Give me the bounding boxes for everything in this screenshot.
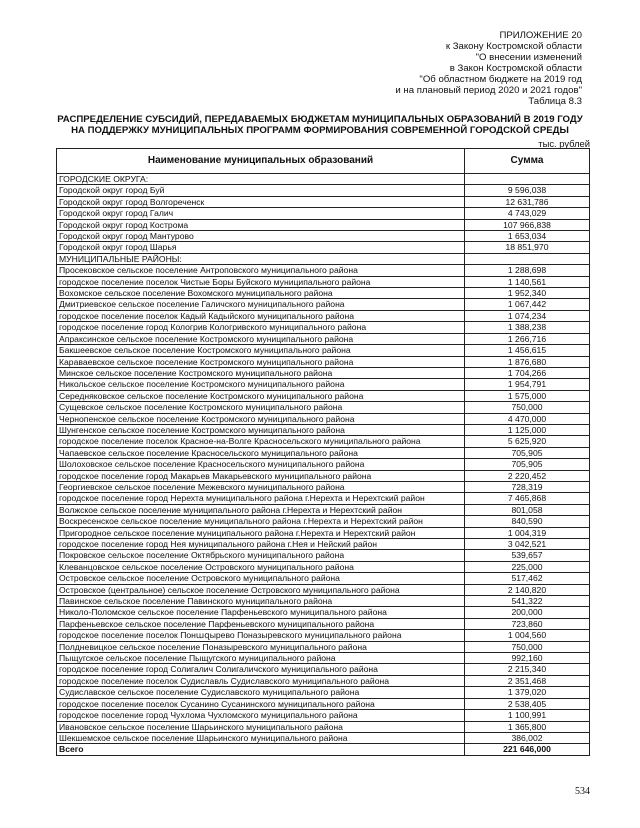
municipality-name: Апраксинское сельское поселение Костромского муниципального района <box>57 333 465 344</box>
municipality-name: Островское сельское поселение Островского муниципального района <box>57 573 465 584</box>
municipality-name: городское поселение город Кологрив Кологривского муниципального района <box>57 322 465 333</box>
municipality-name: Никольское сельское поселение Костромского муниципального района <box>57 379 465 390</box>
municipality-name: Полдневицкое сельское поселение Поназыревского муниципального района <box>57 641 465 652</box>
subsidy-amount: 1 952,340 <box>465 288 590 299</box>
column-header-sum: Сумма <box>465 149 590 174</box>
municipality-name: Пригородное сельское поселение муниципального района г.Нерехта и Нерехтский район <box>57 527 465 538</box>
municipality-name: ГОРОДСКИЕ ОКРУГА: <box>57 174 465 185</box>
municipality-name: Воскресенское сельское поселение муниципального района г.Нерехта и Нерехтский район <box>57 516 465 527</box>
table-row <box>57 470 590 481</box>
table-row <box>57 607 590 618</box>
municipality-name: Бакшеевское сельское поселение Костромского муниципального района <box>57 345 465 356</box>
subsidy-amount: 1 388,238 <box>465 322 590 333</box>
subsidy-amount: 225,000 <box>465 561 590 572</box>
subsidy-amount: 750,000 <box>465 402 590 413</box>
municipality-name: Дмитриевское сельское поселение Галичского муниципального района <box>57 299 465 310</box>
subsidy-amount: 200,000 <box>465 607 590 618</box>
municipality-name: Волжское сельское поселение муниципального района г.Нерехта и Нерехтский район <box>57 504 465 515</box>
municipality-name: Павинское сельское поселение Павинского муниципального района <box>57 596 465 607</box>
table-row <box>57 584 590 595</box>
subsidy-amount: 2 140,820 <box>465 584 590 595</box>
table-row <box>57 653 590 664</box>
table-row <box>57 242 590 253</box>
table-row <box>57 253 590 264</box>
table-row <box>57 413 590 424</box>
table-row <box>57 539 590 550</box>
subsidy-amount: 18 851,970 <box>465 242 590 253</box>
table-row <box>57 185 590 196</box>
subsidy-amount <box>465 253 590 264</box>
header-line: Таблица 8.3 <box>528 96 582 107</box>
municipality-name: Караваевское сельское поселение Костромского муниципального района <box>57 356 465 367</box>
table-row <box>57 345 590 356</box>
subsidy-amount: 801,058 <box>465 504 590 515</box>
subsidy-amount: 541,322 <box>465 596 590 607</box>
subsidy-amount: 840,590 <box>465 516 590 527</box>
municipality-name: городское поселение поселок Кадый Кадыйского муниципального района <box>57 310 465 321</box>
subsidy-amount: 4 470,000 <box>465 413 590 424</box>
municipality-name: Середняковское сельское поселение Костромского муниципального района <box>57 390 465 401</box>
municipality-name: Судиславское сельское поселение Судиславского муниципального района <box>57 687 465 698</box>
table-row <box>57 596 590 607</box>
municipality-name: Шунгенское сельское поселение Костромского муниципального района <box>57 424 465 435</box>
subsidy-amount: 1 575,000 <box>465 390 590 401</box>
subsidy-amount: 1 067,442 <box>465 299 590 310</box>
subsidy-amount: 992,160 <box>465 653 590 664</box>
subsidy-amount: 7 465,868 <box>465 493 590 504</box>
table-row <box>57 174 590 185</box>
municipality-name: Минское сельское поселение Костромского муниципального района <box>57 367 465 378</box>
municipality-name: Николо-Поломское сельское поселение Парфеньевского муниципального района <box>57 607 465 618</box>
municipality-name: Городской округ город Буй <box>57 185 465 196</box>
subsidy-amount: 2 351,468 <box>465 675 590 686</box>
table-row <box>57 504 590 515</box>
table-row <box>57 322 590 333</box>
table-row <box>57 641 590 652</box>
municipality-name: МУНИЦИПАЛЬНЫЕ РАЙОНЫ: <box>57 253 465 264</box>
page-number: 534 <box>575 786 590 797</box>
municipality-name: Сущевское сельское поселение Костромского муниципального района <box>57 402 465 413</box>
subsidy-amount: 705,905 <box>465 459 590 470</box>
subsidy-amount: 107 966,838 <box>465 219 590 230</box>
subsidy-amount: 1 288,698 <box>465 265 590 276</box>
subsidy-amount: 4 743,029 <box>465 208 590 219</box>
table-row <box>57 516 590 527</box>
total-label: Всего <box>57 744 465 755</box>
municipality-name: Чапаевское сельское поселение Красносельского муниципального района <box>57 447 465 458</box>
subsidy-amount: 517,462 <box>465 573 590 584</box>
total-row <box>57 744 590 755</box>
document-title <box>40 114 600 136</box>
subsidy-amount: 1 100,991 <box>465 710 590 721</box>
subsidy-amount: 1 365,800 <box>465 721 590 732</box>
municipality-name: Островское (центральное) сельское поселение Островского муниципального района <box>57 584 465 595</box>
municipality-name: городское поселение поселок Чистые Боры Буйского муниципального района <box>57 276 465 287</box>
municipality-name: городское поселение город Солигалич Солигаличского муниципального района <box>57 664 465 675</box>
municipality-name: Ивановское сельское поселение Шарьинского муниципального района <box>57 721 465 732</box>
municipality-name: Городской округ город Кострома <box>57 219 465 230</box>
municipality-name: Городской округ город Волгореченск <box>57 196 465 207</box>
table-row <box>57 527 590 538</box>
subsidy-amount: 3 042,521 <box>465 539 590 550</box>
subsidy-amount: 1 004,319 <box>465 527 590 538</box>
municipality-name: Парфеньевское сельское поселение Парфеньевского муниципального района <box>57 618 465 629</box>
table-row <box>57 550 590 561</box>
subsidy-amount <box>465 174 590 185</box>
municipality-name: Вохомское сельское поселение Вохомского муниципального района <box>57 288 465 299</box>
municipality-name: городское поселение город Чухлома Чухломского муниципального района <box>57 710 465 721</box>
municipality-name: Пыщугское сельское поселение Пыщугского муниципального района <box>57 653 465 664</box>
table-row <box>57 379 590 390</box>
appendix-header <box>395 30 582 107</box>
subsidy-amount: 1 653,034 <box>465 231 590 242</box>
subsidy-amount: 1 125,000 <box>465 424 590 435</box>
table-row <box>57 196 590 207</box>
table-row <box>57 356 590 367</box>
table-row <box>57 687 590 698</box>
table-row <box>57 208 590 219</box>
subsidy-amount: 1 266,716 <box>465 333 590 344</box>
table-row <box>57 390 590 401</box>
subsidy-table <box>56 148 590 756</box>
municipality-name: городское поселение поселок Красное-на-Волге Красносельского муниципального района <box>57 436 465 447</box>
subsidy-amount: 539,657 <box>465 550 590 561</box>
municipality-name: Клеванцовское сельское поселение Островского муниципального района <box>57 561 465 572</box>
subsidy-amount: 1 954,791 <box>465 379 590 390</box>
header-line: "О внесении изменений <box>475 52 582 63</box>
table-row <box>57 333 590 344</box>
subsidy-amount: 1 704,266 <box>465 367 590 378</box>
header-line: и на плановый период 2020 и 2021 годов" <box>395 85 582 96</box>
table-row <box>57 459 590 470</box>
subsidy-amount: 723,860 <box>465 618 590 629</box>
table-row <box>57 436 590 447</box>
subsidy-amount: 5 625,920 <box>465 436 590 447</box>
table-header-row <box>57 149 590 174</box>
municipality-name: Городской округ город Галич <box>57 208 465 219</box>
table-row <box>57 219 590 230</box>
subsidy-amount: 750,000 <box>465 641 590 652</box>
table-row <box>57 265 590 276</box>
table-row <box>57 664 590 675</box>
subsidy-amount: 1 456,615 <box>465 345 590 356</box>
subsidy-amount: 1 074,234 <box>465 310 590 321</box>
subsidy-amount: 1 004,560 <box>465 630 590 641</box>
title-line-1: РАСПРЕДЕЛЕНИЕ СУБСИДИЙ, ПЕРЕДАВАЕМЫХ БЮДЖЕТАМ МУНИЦИПАЛЬНЫХ ОБРАЗОВАНИЙ В 2019 ГОДУ <box>57 114 583 125</box>
title-line-2: НА ПОДДЕРЖКУ МУНИЦИПАЛЬНЫХ ПРОГРАММ ФОРМИРОВАНИЯ СОВРЕМЕННОЙ ГОРОДСКОЙ СРЕДЫ <box>71 125 569 136</box>
table-row <box>57 367 590 378</box>
municipality-name: Городской округ город Мантурово <box>57 231 465 242</box>
municipality-name: Шолоховское сельское поселение Красносельского муниципального района <box>57 459 465 470</box>
municipality-name: городское поселение город Макарьев Макарьевского муниципального района <box>57 470 465 481</box>
header-line: "Об областном бюджете на 2019 год <box>419 74 582 85</box>
header-line: в Закон Костромской области <box>449 63 582 74</box>
municipality-name: городское поселение город Нерехта муниципального района г.Нерехта и Нерехтский район <box>57 493 465 504</box>
table-row <box>57 481 590 492</box>
header-line: к Закону Костромской области <box>445 41 582 52</box>
subsidy-amount: 2 538,405 <box>465 698 590 709</box>
subsidy-amount: 705,905 <box>465 447 590 458</box>
table-row <box>57 276 590 287</box>
header-line: ПРИЛОЖЕНИЕ 20 <box>499 30 582 41</box>
municipality-name: Городской округ город Шарья <box>57 242 465 253</box>
municipality-name: городское поселение поселок Понազырево Поназыревского муниципального района <box>57 630 465 641</box>
subsidy-amount: 1 876,680 <box>465 356 590 367</box>
municipality-name: Покровское сельское поселение Октябрьского муниципального района <box>57 550 465 561</box>
table-row <box>57 630 590 641</box>
municipality-name: Чернопенское сельское поселение Костромского муниципального района <box>57 413 465 424</box>
subsidy-amount: 2 220,452 <box>465 470 590 481</box>
table-row <box>57 732 590 743</box>
table-row <box>57 573 590 584</box>
total-value: 221 646,000 <box>465 744 590 755</box>
table-row <box>57 447 590 458</box>
table-row <box>57 698 590 709</box>
subsidy-amount: 1 140,561 <box>465 276 590 287</box>
subsidy-amount: 728,319 <box>465 481 590 492</box>
subsidy-amount: 9 596,038 <box>465 185 590 196</box>
subsidy-amount: 2 215,340 <box>465 664 590 675</box>
table-row <box>57 288 590 299</box>
table-row <box>57 675 590 686</box>
municipality-name: Просековское сельское поселение Антроповского муниципального района <box>57 265 465 276</box>
table-row <box>57 493 590 504</box>
table-row <box>57 299 590 310</box>
table-row <box>57 618 590 629</box>
units-label: тыс. рублей <box>538 138 590 149</box>
column-header-name: Наименование муниципальных образований <box>57 149 465 174</box>
table-row <box>57 721 590 732</box>
table-row <box>57 561 590 572</box>
table-row <box>57 310 590 321</box>
subsidy-amount: 12 631,786 <box>465 196 590 207</box>
municipality-name: городское поселение поселок Судиславль Судиславского муниципального района <box>57 675 465 686</box>
table-row <box>57 424 590 435</box>
municipality-name: Шекшемское сельское поселение Шарьинского муниципального района <box>57 732 465 743</box>
municipality-name: городское поселение город Нея муниципального района г.Нея и Нейский район <box>57 539 465 550</box>
subsidy-amount: 1 379,020 <box>465 687 590 698</box>
subsidy-amount: 386,002 <box>465 732 590 743</box>
table-row <box>57 231 590 242</box>
municipality-name: Георгиевское сельское поселение Межевского муниципального района <box>57 481 465 492</box>
table-row <box>57 402 590 413</box>
municipality-name: городское поселение поселок Сусанино Сусанинского муниципального района <box>57 698 465 709</box>
table-row <box>57 710 590 721</box>
